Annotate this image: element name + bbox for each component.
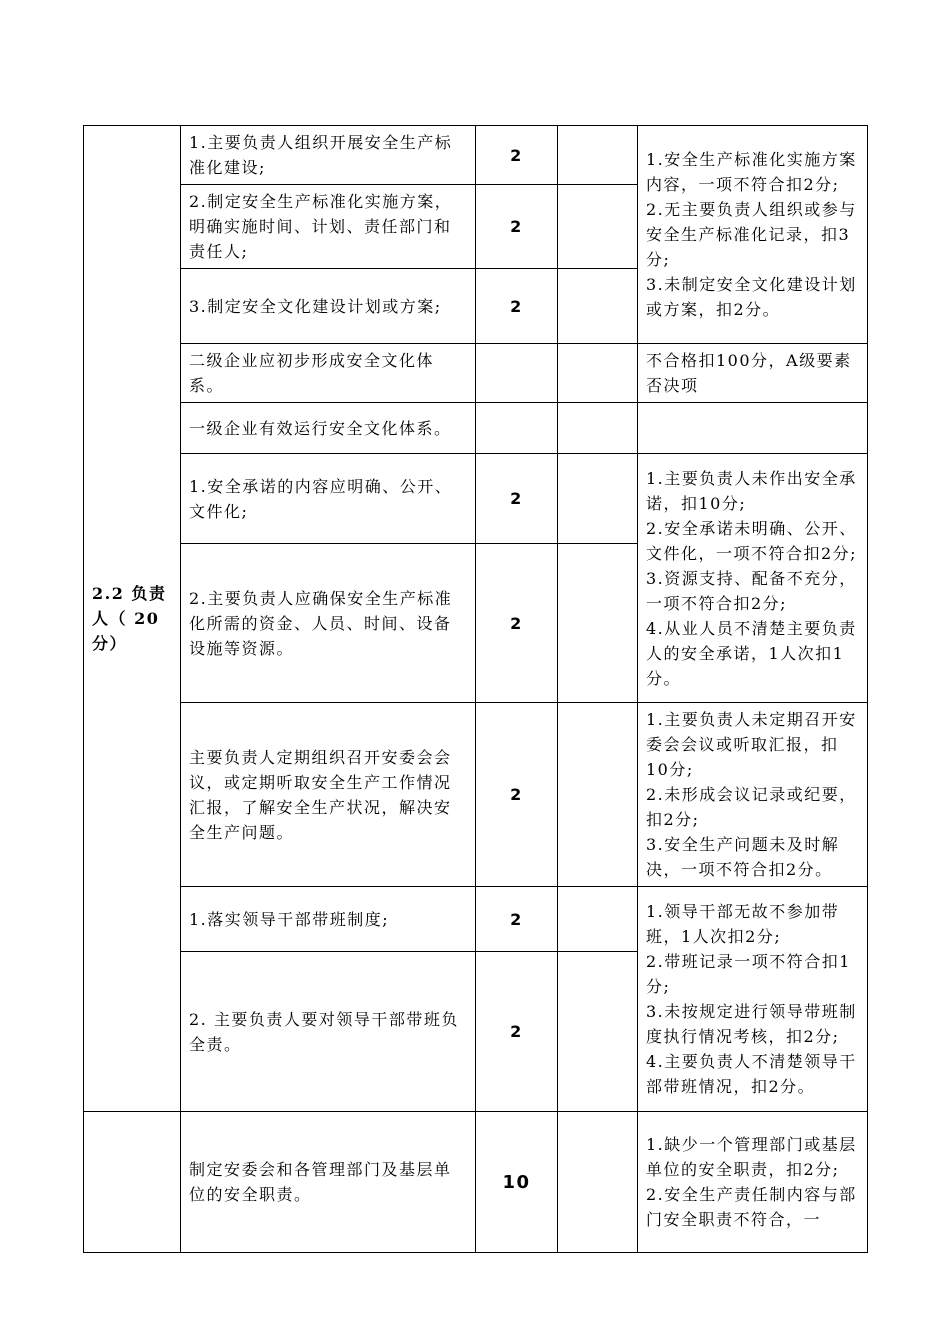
criteria-cell xyxy=(638,344,868,403)
table-row xyxy=(84,126,868,185)
actual-score-cell xyxy=(558,544,638,703)
criteria-cell xyxy=(638,887,868,1112)
criteria-line: 3.资源支持、配备不充分，一项不符合扣2分; xyxy=(646,568,857,613)
criteria-line: 3.未制定安全文化建设计划或方案，扣2分。 xyxy=(646,275,857,319)
requirement-cell: 2.主要负责人应确保安全生产标准化所需的资金、人员、时间、设备设施等资源。 xyxy=(181,544,476,703)
actual-score-cell xyxy=(558,887,638,952)
criteria-line: 2.安全承诺未明确、公开、文件化，一项不符合扣2分; xyxy=(646,518,858,563)
section-label-cell xyxy=(84,126,181,1112)
criteria-line: 2.安全生产责任制内容与部门安全职责不符合，一 xyxy=(646,1185,857,1229)
requirement-cell: 2. 主要负责人要对领导干部带班负全责。 xyxy=(181,952,476,1112)
score-cell: 2 xyxy=(476,952,558,1112)
section-label: 2.2 负责人（ 20分） xyxy=(92,584,167,653)
score-cell: 2 xyxy=(476,703,558,887)
actual-score-cell xyxy=(558,269,638,344)
requirement-cell: 2.制定安全生产标准化实施方案，明确实施时间、计划、责任部门和责任人; xyxy=(181,185,476,269)
score-cell: 2 xyxy=(476,126,558,185)
criteria-line: 1.缺少一个管理部门或基层单位的安全职责，扣2分; xyxy=(646,1135,857,1179)
requirement-cell: 主要负责人定期组织召开安委会会议，或定期听取安全生产工作情况汇报，了解安全生产状况，解决安全生产问题。 xyxy=(181,703,476,887)
table-row xyxy=(84,703,868,887)
criteria-cell xyxy=(638,454,868,703)
actual-score-cell xyxy=(558,454,638,544)
table-row xyxy=(84,454,868,544)
actual-score-cell xyxy=(558,344,638,403)
score-cell xyxy=(476,403,558,454)
criteria-line: 1.主要负责人未作出安全承诺，扣10分; xyxy=(646,468,857,513)
actual-score-cell xyxy=(558,1112,638,1253)
section-label-cell xyxy=(84,1112,181,1253)
table-row xyxy=(84,344,868,403)
criteria-line: 1.领导干部无故不参加带班，1人次扣2分; xyxy=(646,902,840,946)
requirement-cell: 制定安委会和各管理部门及基层单位的安全职责。 xyxy=(181,1112,476,1253)
table-row xyxy=(84,1112,868,1253)
criteria-line: 3.未按规定进行领导带班制度执行情况考核，扣2分; xyxy=(646,1002,857,1046)
table-row xyxy=(84,403,868,454)
scoring-table xyxy=(83,125,868,1253)
criteria-line: 2.带班记录一项不符合扣1分; xyxy=(646,952,851,996)
criteria-cell xyxy=(638,703,868,887)
score-cell: 2 xyxy=(476,887,558,952)
criteria-cell xyxy=(638,1112,868,1253)
score-cell: 2 xyxy=(476,544,558,703)
criteria-line: 4.从业人员不清楚主要负责人的安全承诺，1人次扣1分。 xyxy=(646,618,857,688)
table-row xyxy=(84,887,868,952)
score-cell xyxy=(476,344,558,403)
criteria-line: 4.主要负责人不清楚领导干部带班情况，扣2分。 xyxy=(646,1052,857,1096)
criteria-line: 1.主要负责人未定期召开安委会会议或听取汇报，扣10分; xyxy=(646,710,857,779)
criteria-line: 1.安全生产标准化实施方案内容，一项不符合扣2分; xyxy=(646,150,857,194)
score-cell: 2 xyxy=(476,185,558,269)
criteria-cell xyxy=(638,403,868,454)
requirement-cell: 二级企业应初步形成安全文化体系。 xyxy=(181,344,476,403)
actual-score-cell xyxy=(558,952,638,1112)
criteria-line: 2.无主要负责人组织或参与安全生产标准化记录，扣3分; xyxy=(646,200,857,269)
actual-score-cell xyxy=(558,403,638,454)
score-cell: 2 xyxy=(476,454,558,544)
requirement-cell: 一级企业有效运行安全文化体系。 xyxy=(181,403,476,454)
criteria-line: 3.安全生产问题未及时解决，一项不符合扣2分。 xyxy=(646,835,840,879)
score-cell: 10 xyxy=(476,1112,558,1253)
actual-score-cell xyxy=(558,703,638,887)
actual-score-cell xyxy=(558,126,638,185)
criteria-cell xyxy=(638,126,868,344)
requirement-cell: 3.制定安全文化建设计划或方案; xyxy=(181,269,476,344)
criteria-line: 不合格扣100分，A级要素否决项 xyxy=(646,351,852,395)
requirement-cell: 1.主要负责人组织开展安全生产标准化建设; xyxy=(181,126,476,185)
requirement-cell: 1.安全承诺的内容应明确、公开、文件化; xyxy=(181,454,476,544)
actual-score-cell xyxy=(558,185,638,269)
requirement-cell: 1.落实领导干部带班制度; xyxy=(181,887,476,952)
score-cell: 2 xyxy=(476,269,558,344)
criteria-line: 2.未形成会议记录或纪要，扣2分; xyxy=(646,785,857,829)
